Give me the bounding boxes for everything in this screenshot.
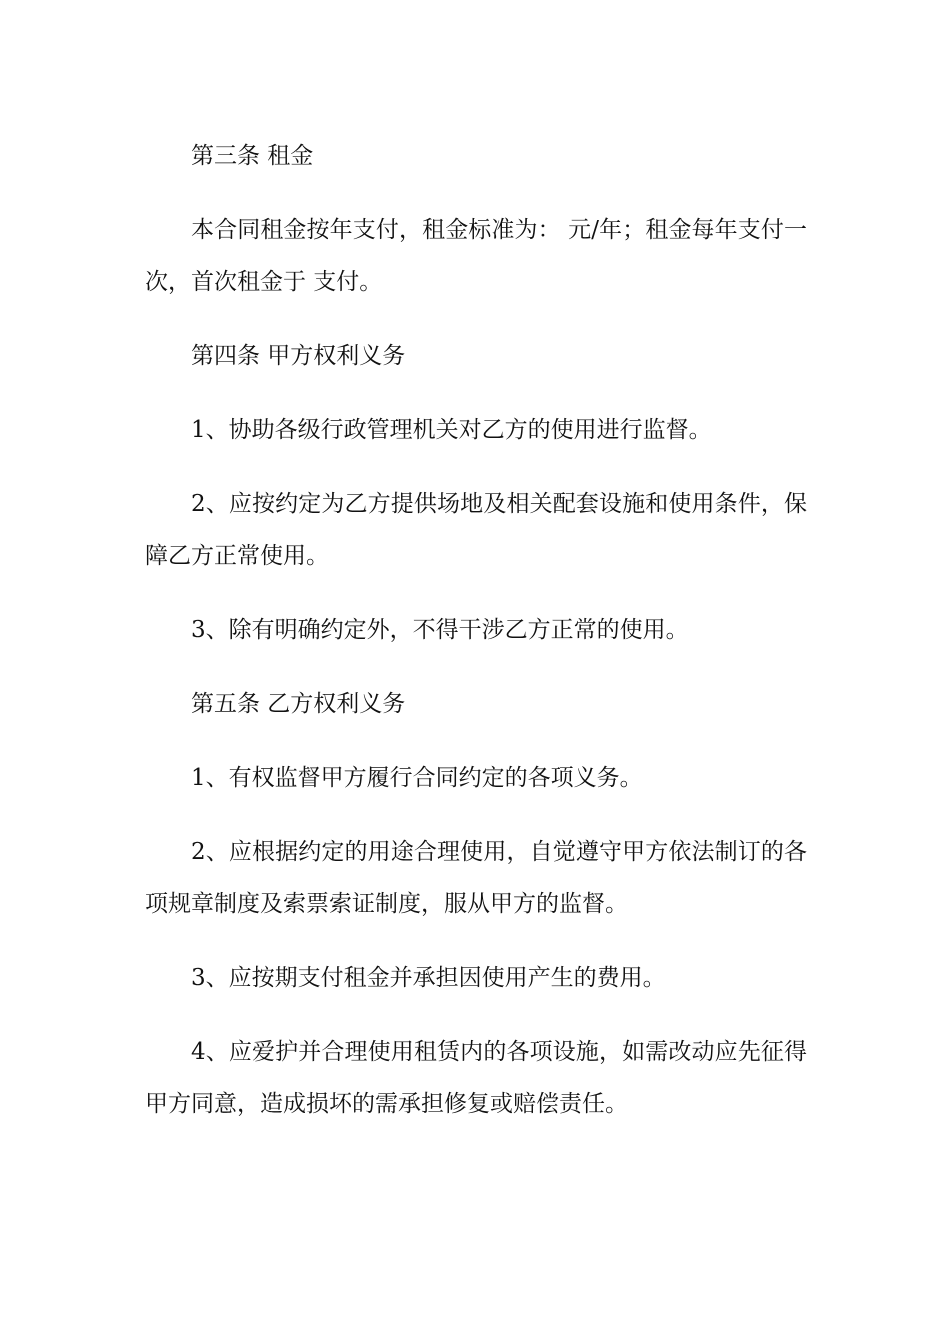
article-4-item-3: 3、除有明确约定外，不得干涉乙方正常的使用。	[191, 617, 689, 643]
article-3-rent-clause: 本合同租金按年支付，租金标准为： 元/年；租金每年支付一次，首次租金于 支付。	[145, 217, 807, 295]
article-5-item-4: 4、应爱护并合理使用租赁内的各项设施，如需改动应先征得甲方同意，造成损坏的需承担修复或赔偿责任。	[145, 1039, 807, 1117]
article-5-heading: 第五条 乙方权利义务	[191, 691, 406, 717]
document-body	[145, 130, 807, 1152]
article-5-item-1: 1、有权监督甲方履行合同约定的各项义务。	[191, 765, 643, 791]
article-3-heading: 第三条 租金	[191, 143, 314, 169]
article-5-item-3: 3、应按期支付租金并承担因使用产生的费用。	[191, 965, 666, 991]
article-4-item-2: 2、应按约定为乙方提供场地及相关配套设施和使用条件，保障乙方正常使用。	[145, 491, 807, 569]
article-4-item-1: 1、协助各级行政管理机关对乙方的使用进行监督。	[191, 417, 712, 443]
article-4-heading: 第四条 甲方权利义务	[191, 343, 406, 369]
article-5-item-2: 2、应根据约定的用途合理使用，自觉遵守甲方依法制订的各项规章制度及索票索证制度，服从甲方的监督。	[145, 839, 807, 917]
